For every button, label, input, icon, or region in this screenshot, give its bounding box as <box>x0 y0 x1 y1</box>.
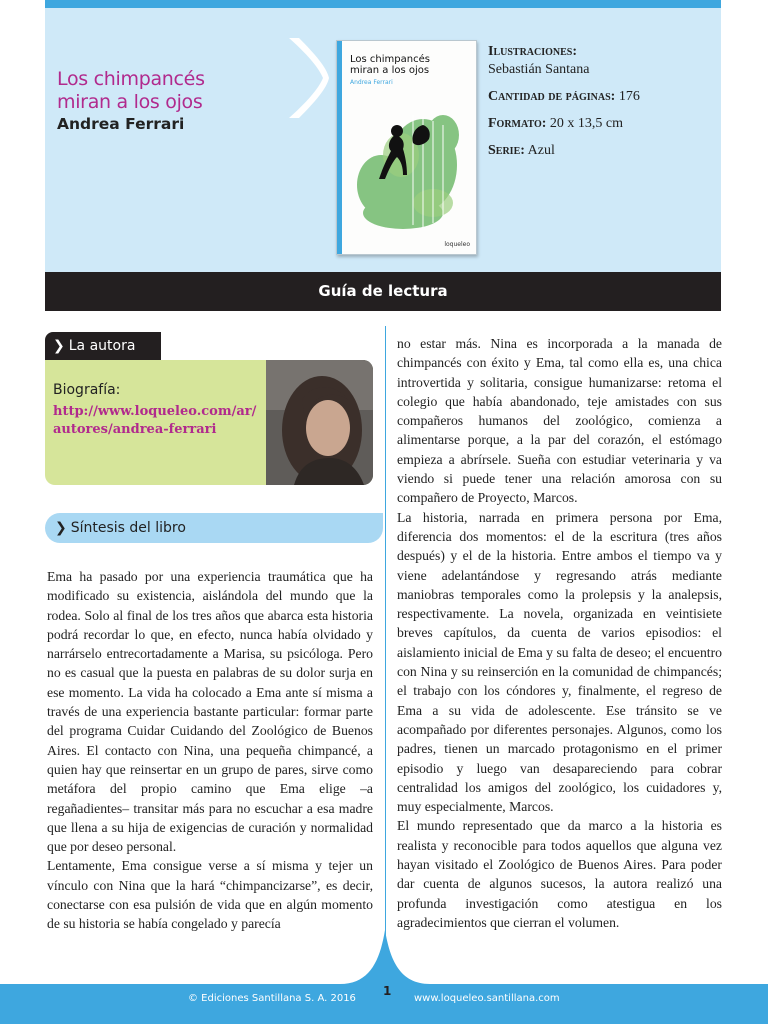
book-author: Andrea Ferrari <box>57 115 185 133</box>
guide-title-bar: Guía de lectura <box>45 272 721 311</box>
spec-label: Formato: <box>488 116 547 131</box>
synopsis-column-left <box>47 567 373 934</box>
paragraph: Ema ha pasado por una experiencia traumática que ha modificado su existencia, aislándola del mundo que la rodea. Solo al final de los tres años que abarca esta historia podrá recordar lo que, en efecto, nunca había olvidado y narrárselo entrecortadamente a Marisa, su psicóloga. Pero no es casual que la puesta en palabras de su dolor surja en ese momento. La vida ha colocado a Ema ante sí misma a través de una experiencia bastante particular: formar parte del programa Cuidar Cuidando del Zoológico de Buenos Aires. El contacto con Nina, una pequeña chimpancé, a quien hay que reinsertar en un grupo de pares, sirve como metáfora del propio camino que Ema elige –a regañadientes– transitar más para no escuchar a esa madre que llena a su hija de exigencias de curación y normalidad que por deseo personal. <box>47 569 373 855</box>
bio-heading: Biografía: <box>53 382 121 398</box>
chevron-right-icon: ❯ <box>55 520 67 536</box>
paragraph: La historia, narrada en primera persona por Ema, diferencia dos momentos: el de la escritura (tres años después) y el de la historia. Entre ambos el tiempo va y viene adelantándose y regresando atrás mediante maniobras temporales como la prolepsis y la analepsis, respectivamente. La novela, organizada en veintisiete breves capítulos, da cuenta de varios episodios: el aislamiento inicial de Ema y su falta de deseo; el encuentro con Nina y su reinserción en la comunidad de chimpancés; el trabajo con los cóndores y, finalmente, el regreso de Ema a su vida de adolescente. Ese tránsito se ve acompañado por diferentes personajes. Algunos, como los padres, tienen un marcado protagonismo en el primer episodio y luego van desapareciendo para cobrar centralidad los amigos del zoológico, los cuidadores y, muy especialmente, Marcos. <box>397 509 722 815</box>
spec-value: Sebastián Santana <box>488 62 590 77</box>
book-specs <box>488 43 713 169</box>
footer-website[interactable]: www.loqueleo.santillana.com <box>414 993 560 1004</box>
biography-box <box>45 360 373 485</box>
bio-link-line2: autores/andrea-ferrari <box>53 422 217 437</box>
author-photo <box>266 360 373 485</box>
paragraph: Lentamente, Ema consigue verse a sí misma y tejer un vínculo con Nina que la hará “chimpancizarse”, es decir, conectarse con esa pulsión de vida que en algún momento de su historia se había congelado y parecía <box>47 858 373 932</box>
section-tab-label: La autora <box>68 338 136 354</box>
paragraph: El mundo representado que da marco a la historia es realista y reconocible para todos aquellos que alguna vez hayan visitado el Zoológico de Buenos Aires. Para poder dar cuenta de algunos sucesos, la autora realizó una profunda investigación como atestigua en los agradecimientos que cierran el volumen. <box>397 818 722 930</box>
book-title <box>57 68 287 114</box>
page-number: 1 <box>383 984 392 998</box>
section-tab-label: Síntesis del libro <box>70 520 186 536</box>
cover-illustration <box>353 95 465 235</box>
column-divider <box>385 326 386 946</box>
title-block <box>57 68 287 133</box>
cover-brand: loqueleo <box>444 241 470 248</box>
spec-label: Cantidad de páginas: <box>488 89 616 104</box>
book-title-line1: Los chimpancés <box>57 68 205 90</box>
bio-link-line1: http://www.loqueleo.com/ar/ <box>53 404 257 419</box>
chevron-right-icon: ❯ <box>53 338 65 354</box>
spec-label: Ilustraciones: <box>488 44 578 59</box>
spec-value: 176 <box>618 89 640 104</box>
cover-title <box>350 54 470 76</box>
chevron-right-icon <box>285 36 329 120</box>
cover-author: Andrea Ferrari <box>350 79 393 86</box>
section-tab-autora <box>45 332 161 360</box>
footer-copyright: © Ediciones Santillana S. A. 2016 <box>188 993 356 1004</box>
spec-paginas <box>488 88 713 106</box>
spec-serie <box>488 142 713 160</box>
footer-notch <box>0 930 768 986</box>
section-tab-sintesis <box>45 513 383 543</box>
bio-link[interactable] <box>53 403 257 439</box>
cover-title-line1: Los chimpancés <box>350 54 430 65</box>
spec-formato <box>488 115 713 133</box>
spec-ilustraciones <box>488 43 713 79</box>
spec-value: 20 x 13,5 cm <box>549 116 624 131</box>
book-title-line2: miran a los ojos <box>57 91 203 113</box>
spec-value: Azul <box>527 143 555 158</box>
header-panel <box>45 0 721 272</box>
paragraph: no estar más. Nina es incorporada a la manada de chimpancés con éxito y Ema, tal como ella es, una chica introvertida y solitaria, consigue humanizarse: retoma el colegio que había abandonado, teje amistades con sus compañeros humanos del zoológico, comienza a alimentarse porque, a la par del corazón, el estómago empieza a abrírsele. Sueña con estudiar veterinaria y va viendo si puede tener una relación amorosa con su compañero de Proyecto, Marcos. <box>397 336 722 506</box>
book-cover <box>336 40 477 255</box>
synopsis-column-right <box>397 334 722 932</box>
spec-label: Serie: <box>488 143 525 158</box>
cover-stripe <box>337 41 342 254</box>
cover-title-line2: miran a los ojos <box>350 65 430 76</box>
